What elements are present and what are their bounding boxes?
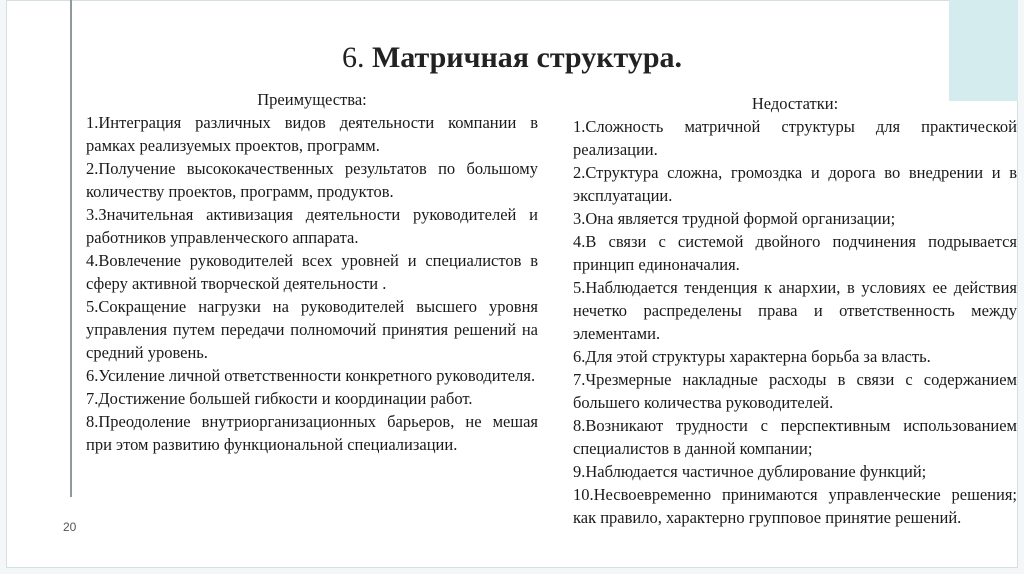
disadvantage-item: 1.Сложность матричной структуры для практической реализации. [573,117,1017,159]
title-text: Матричная структура. [371,41,683,74]
disadvantage-item: 8.Возникают трудности с перспективным использованием специалистов в данной компании; [573,416,1017,458]
disadvantage-item: 10.Несвоевременно принимаются управленческие решения; как правило, характерно групповое принятие решений. [573,485,1017,527]
disadvantage-item: 2.Структура сложна, громоздка и дорога во внедрении и в эксплуатации. [573,163,1017,205]
advantage-item: 4.Вовлечение руководителей всех уровней и специалистов в сферу активной творческой деятельности . [86,251,538,293]
advantage-item: 7.Достижение большей гибкости и координации работ. [86,389,473,408]
advantage-item: 3.Значительная активизация деятельности руководителей и работников управленческого аппарата. [86,205,538,247]
advantages-heading: Преимущества: [257,90,367,109]
slide-title [0,38,1024,78]
disadvantage-item: 3.Она является трудной формой организации; [573,209,896,228]
disadvantage-item: 5.Наблюдается тенденция к анархии, в условиях ее действия нечетко распределены права и ответственность между элементами. [573,278,1017,343]
advantage-item: 5.Сокращение нагрузки на руководителей высшего уровня управления путем передачи полномочий принятия решений на средний уровень. [86,297,538,362]
disadvantages-heading: Недостатки: [751,94,839,113]
disadvantage-item: 6.Для этой структуры характерна борьба за власть. [573,347,931,366]
advantage-item: 1.Интеграция различных видов деятельности компании в рамках реализуемых проектов, программ. [86,113,538,155]
disadvantages-column [573,92,1017,529]
advantage-item: 6.Усиление личной ответственности конкретного руководителя. [86,366,536,385]
disadvantage-item: 9.Наблюдается частичное дублирование функций; [573,462,927,481]
advantages-column [86,88,538,456]
page-number: 20 [63,520,77,534]
advantage-item: 8.Преодоление внутриорганизационных барьеров, не мешая при этом развитию функциональной специализации. [86,412,538,454]
advantage-item: 2.Получение высококачественных результатов по большому количеству проектов, программ, продуктов. [86,159,538,201]
disadvantage-item: 4.В связи с системой двойного подчинения подрывается принцип единоначалия. [573,232,1017,274]
title-number: 6. [341,41,365,74]
disadvantage-item: 7.Чрезмерные накладные расходы в связи с содержанием большего количества руководителей. [573,370,1017,412]
